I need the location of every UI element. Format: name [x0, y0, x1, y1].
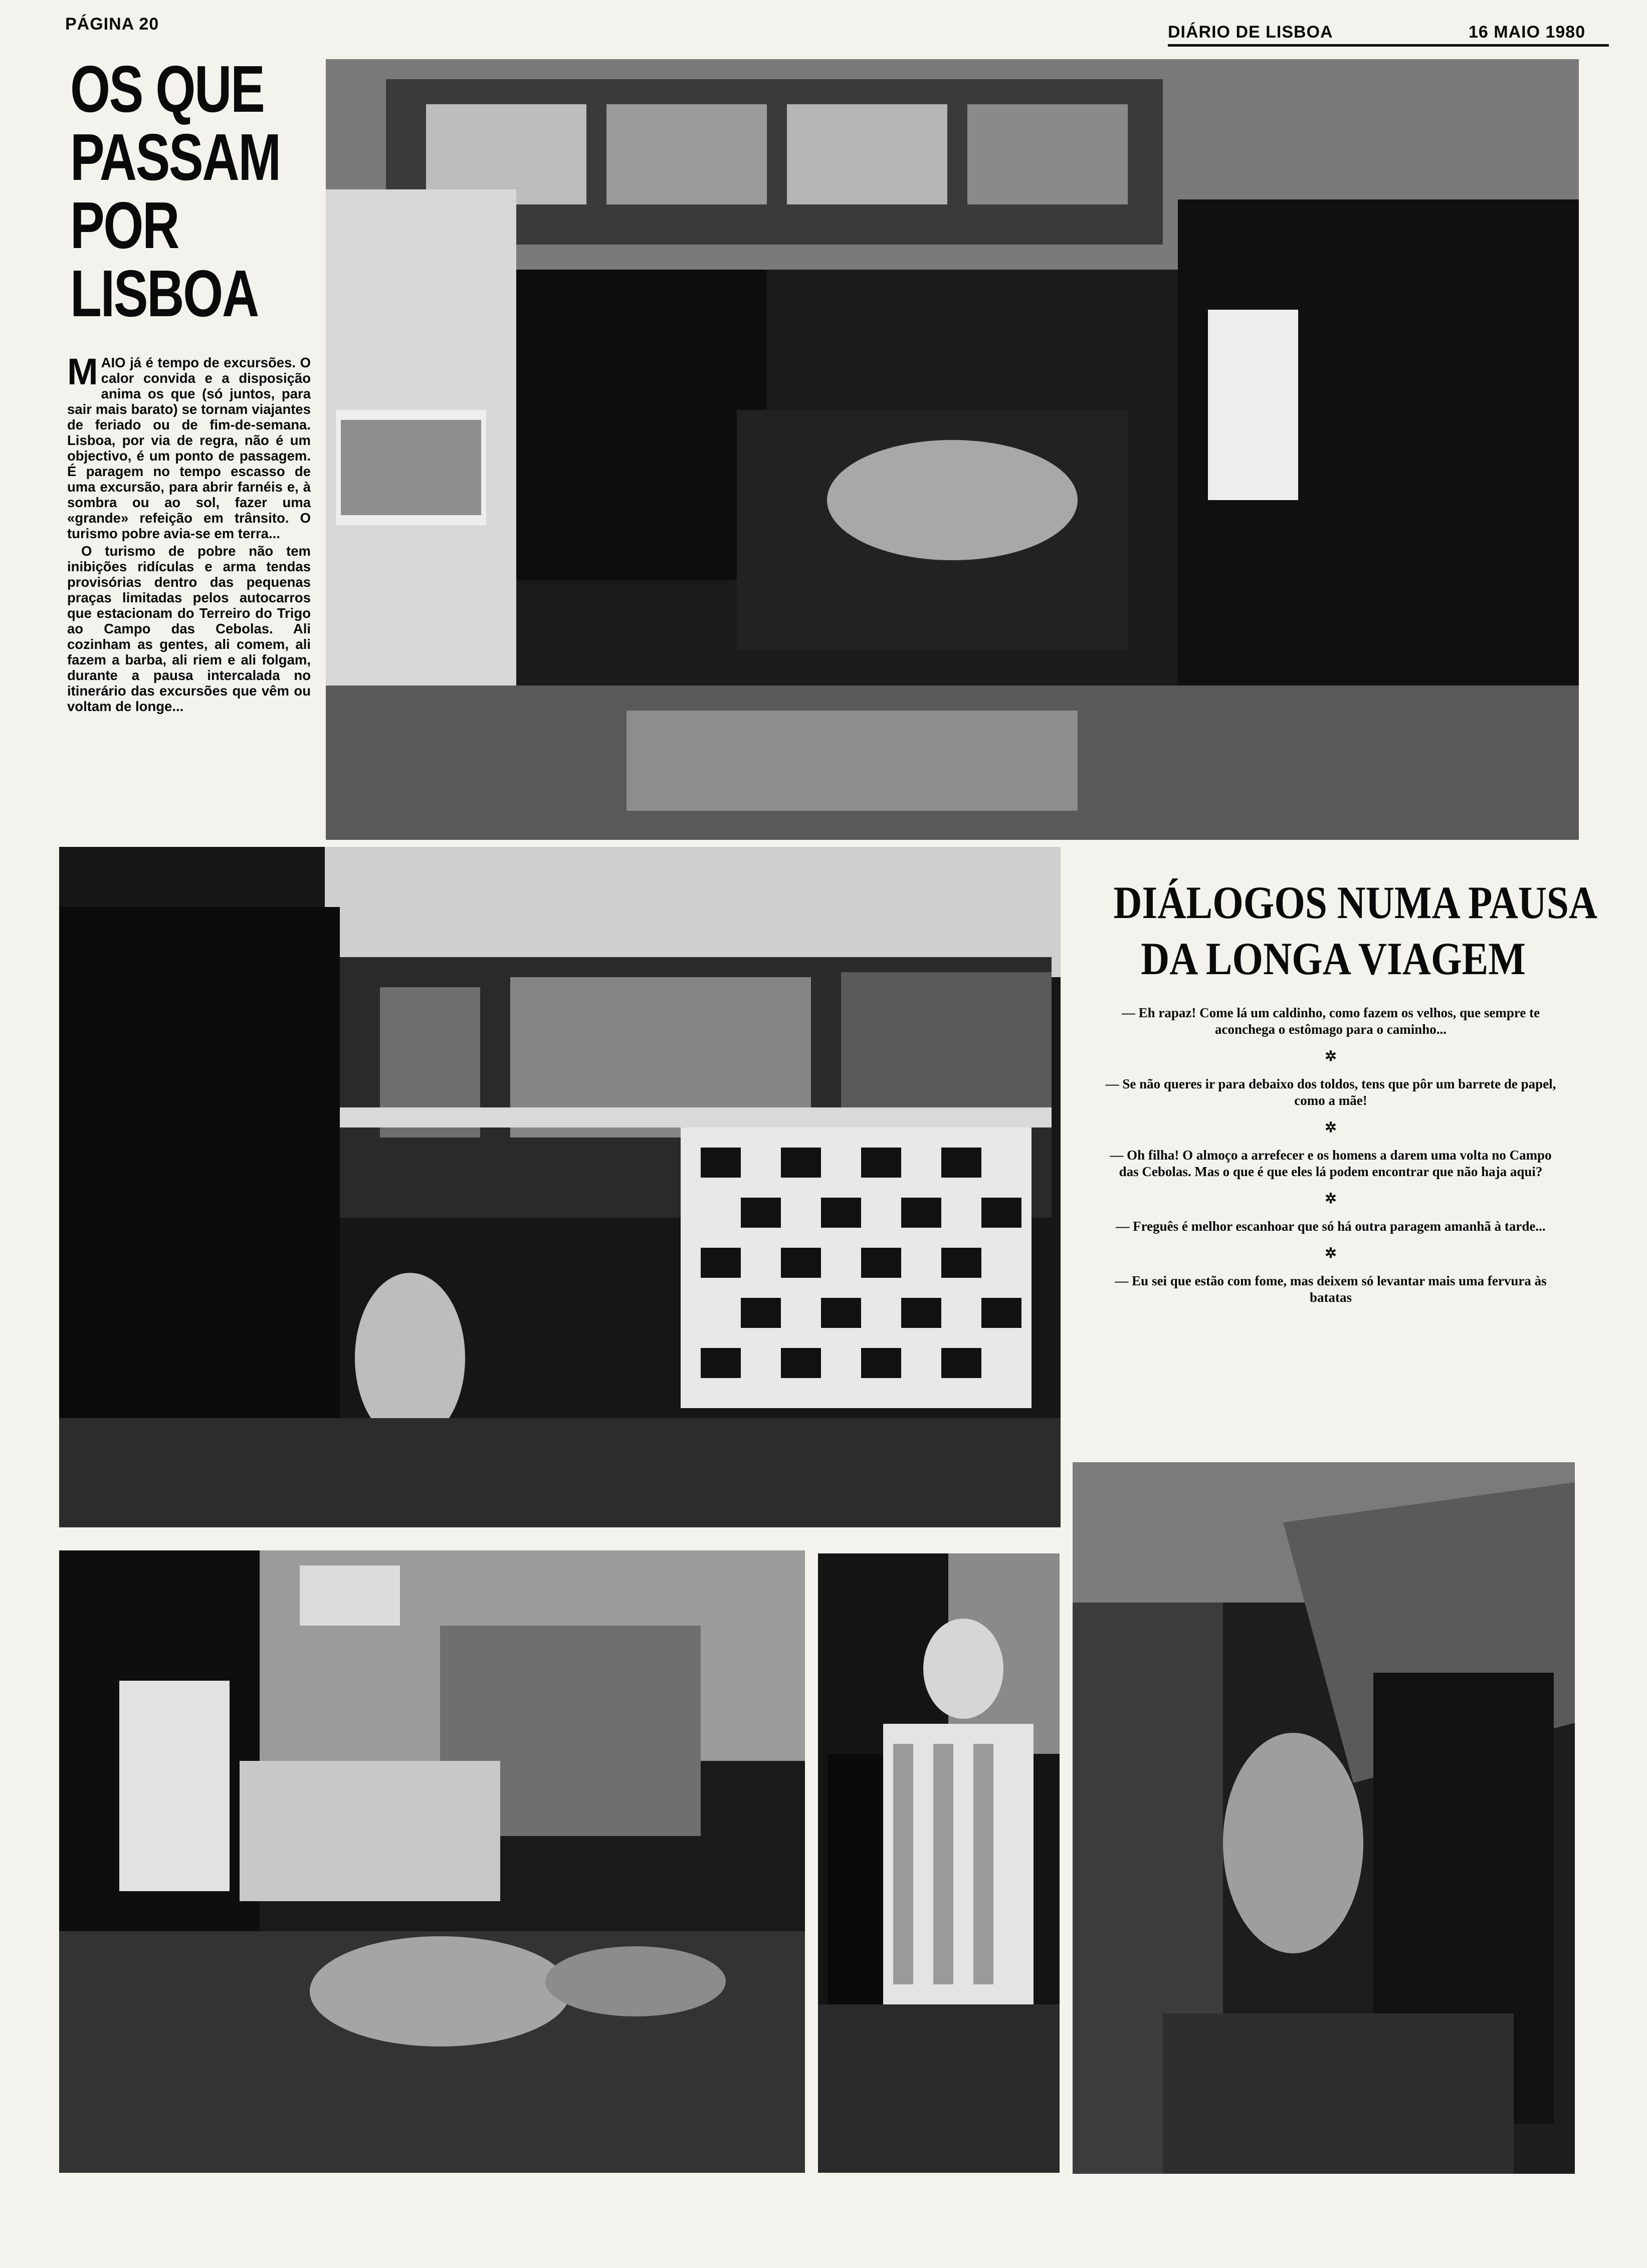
dialogues-title-line: DA LONGA VIAGEM — [1141, 933, 1526, 984]
asterisk-separator: ✲ — [1325, 1191, 1337, 1207]
asterisk-separator: ✲ — [1325, 1246, 1337, 1261]
header-rule — [1168, 44, 1609, 47]
dialogue-quote: — Oh filha! O almoço a arrefecer e os homens a darem uma volta no Campo das Cebolas. Mas o que é que eles lá podem encontrar que não haja aqui? — [1110, 1148, 1552, 1179]
dialogue-quote: — Eu sei que estão com fome, mas deixem só levantar mais uma fervura às batatas — [1115, 1273, 1547, 1305]
asterisk-separator: ✲ — [1325, 1049, 1337, 1064]
picnic-by-buses-photo — [326, 59, 1579, 840]
masthead: DIÁRIO DE LISBOA — [1168, 23, 1333, 42]
drop-cap: M — [67, 351, 98, 392]
intro-paragraph — [67, 351, 311, 541]
dialogues-list — [1100, 1005, 1561, 1306]
headline-line: POR — [70, 188, 179, 262]
woman-under-awning-photo — [1073, 1462, 1575, 2174]
page-number: PÁGINA 20 — [65, 15, 159, 34]
dialogue-quote: — Eh rapaz! Come lá um caldinho, como fazem os velhos, que sempre te aconchega o estômago para o caminho... — [1121, 1005, 1540, 1037]
intro-paragraph-text: AIO já é tempo de excursões. O calor convida e a disposição anima os que (só juntos, para sair mais barato) se tornam viajantes de feriado ou de fim-de-semana. Lisboa, por via de regra, não é um objectivo, é um ponto de passagem. É paragem no tempo escasso de uma excursão, para abrir farnéis e, à sombra ou ao sol, fazer uma «grande» refeição em trânsito. O turismo pobre avia-se em terra... — [67, 355, 311, 541]
dialogue-quote: — Freguês é melhor escanhoar que só há outra paragem amanhã à tarde... — [1116, 1219, 1546, 1234]
family-eating-photo — [59, 1550, 805, 2173]
asterisk-separator: ✲ — [1325, 1120, 1337, 1136]
man-shaving-photo — [818, 1553, 1060, 2173]
headline-line: PASSAM — [70, 120, 280, 194]
dialogues-title — [1113, 874, 1598, 987]
headline-line: OS QUE — [70, 52, 264, 126]
article-headline — [70, 52, 280, 330]
intro-paragraph: O turismo de pobre não tem inibições ridículas e arma tendas provisórias dentro das pequenas praças limitadas pelos autocarros que estacionam do Terreiro do Trigo ao Campo das Cebolas. Ali cozinham as gentes, ali comem, ali fazem a barba, ali riem e ali folgam, durante a pausa intercalada no itinerário das excursões que vêm ou voltam de longe... — [67, 543, 311, 714]
dialogue-quote: — Se não queres ir para debaixo dos toldos, tens que pôr um barrete de papel, como a mãe! — [1105, 1076, 1556, 1108]
article-intro — [67, 351, 311, 716]
dialogues-title-line: DIÁLOGOS NUMA PAUSA — [1113, 877, 1598, 928]
headline-line: LISBOA — [70, 257, 258, 330]
bus-with-checkered-cloth-photo — [59, 847, 1061, 1527]
issue-date: 16 MAIO 1980 — [1469, 23, 1586, 42]
